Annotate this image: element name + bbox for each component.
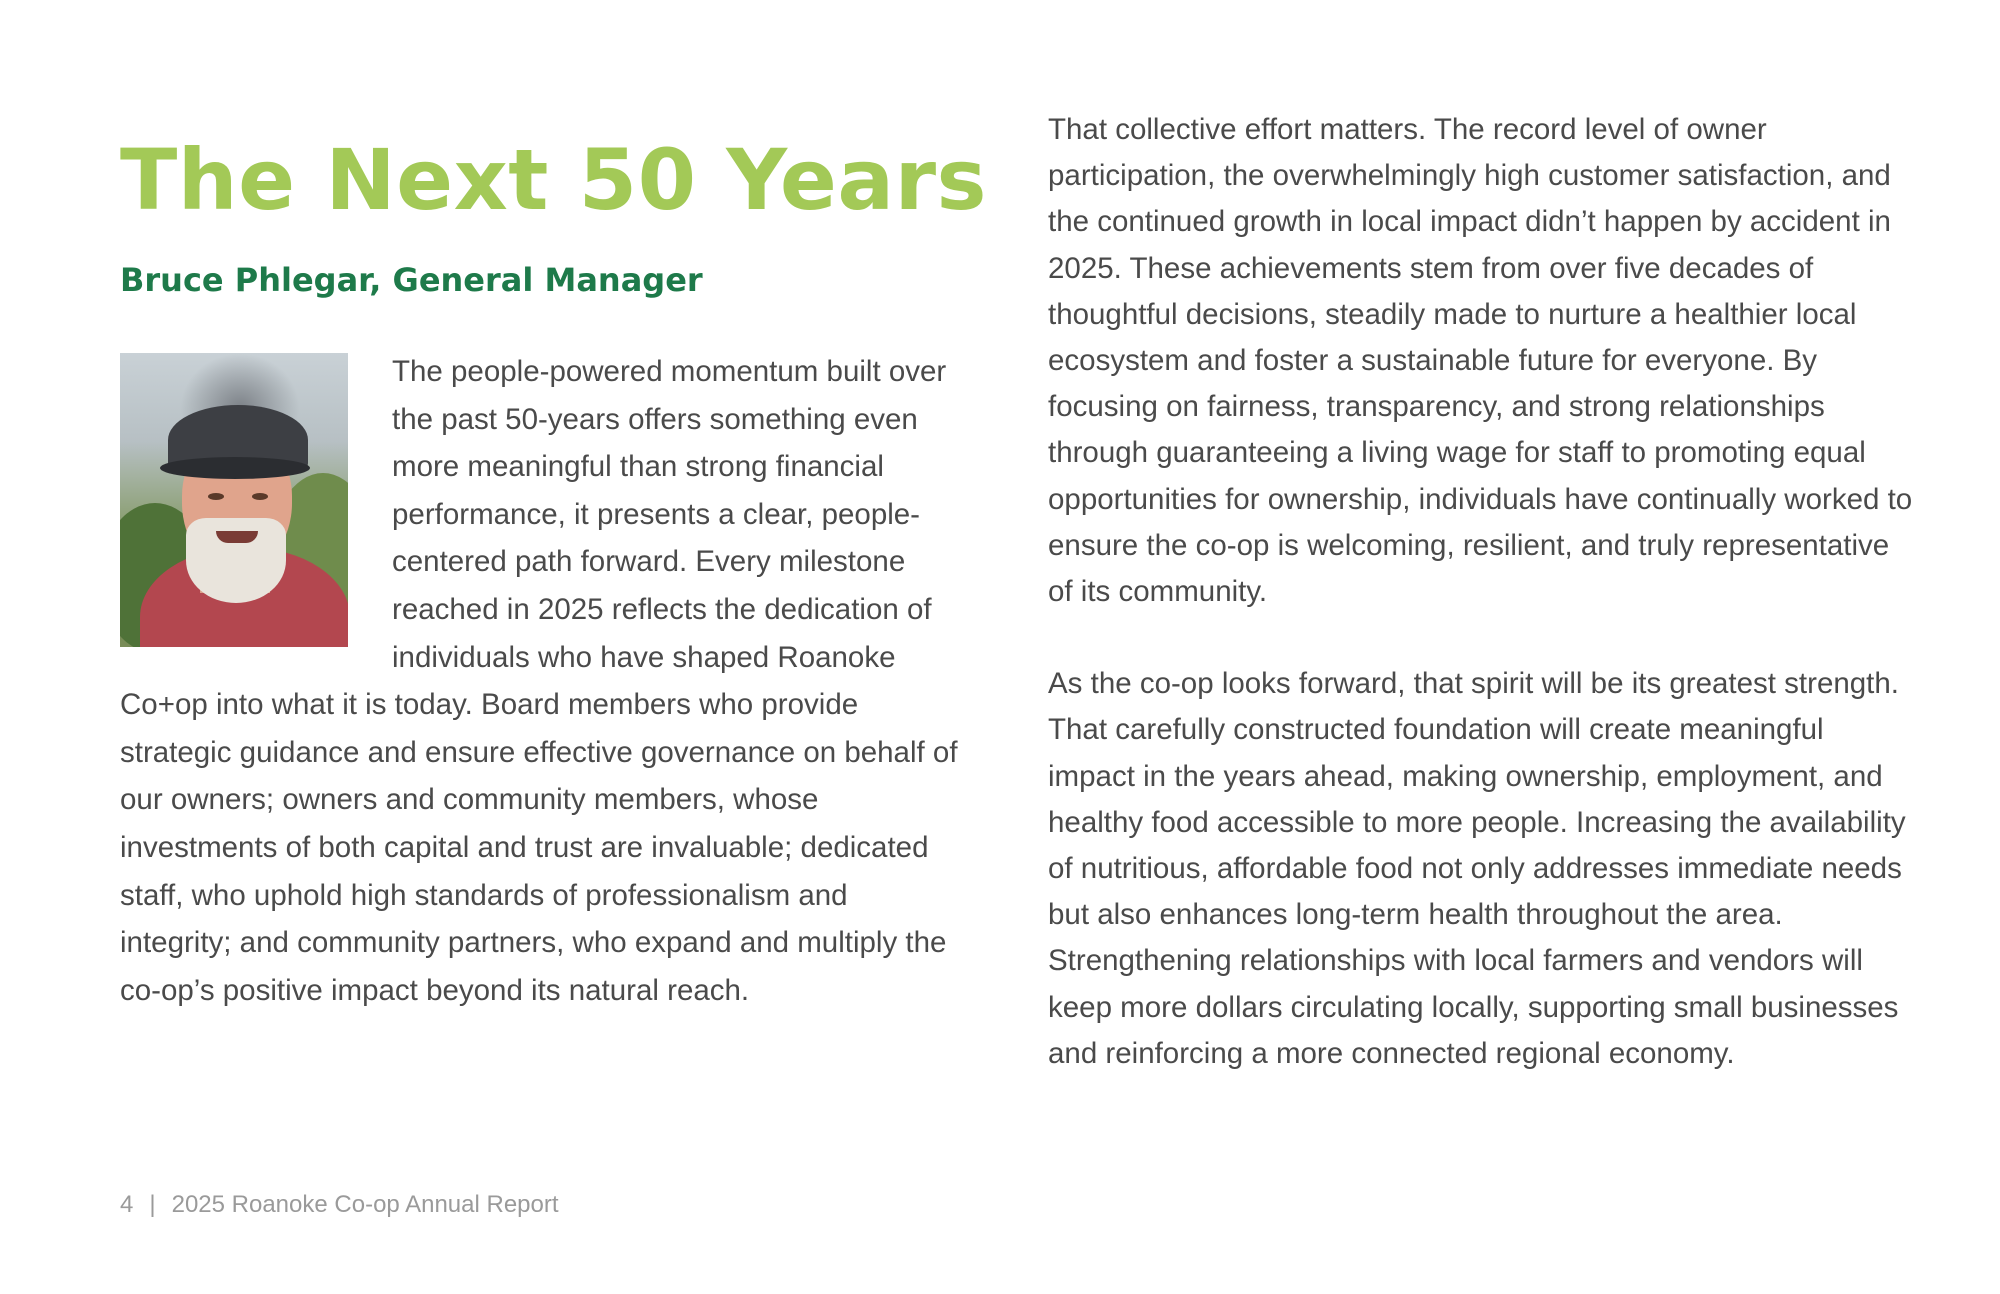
author-portrait [120,353,348,647]
footer-separator: | [149,1191,156,1218]
left-paragraph: The people-powered momentum built over the past 50-years offers something even more meaningful than strong financial performance, it presents a clear, people-centered path forward. Every milestone reached in 2025 reflects the dedication of individuals who have shaped Roanoke Co+op into what it is today. Board members who provide strategic guidance and ensure effective governance on behalf of our owners; owners and community members, whose investments of both capital and trust are invaluable; dedicated staff, who uphold high standards of professionalism and integrity; and community partners, who expand and multiply the co-op’s positive impact beyond its natural reach. [120,355,958,1007]
right-column [1048,107,1918,1077]
left-column [120,130,987,1014]
author-byline: Bruce Phlegar, General Manager [120,261,703,299]
page-title: The Next 50 Years [120,131,987,229]
page-footer [120,1190,559,1220]
page-number: 4 [120,1191,134,1218]
intro-section [120,348,960,1014]
right-paragraph-2: As the co-op looks forward, that spirit will be its greatest strength. That carefully constructed foundation will create meaningful impact in the years ahead, making ownership, employment, and healthy food accessible to more people. Increasing the availability of nutritious, affordable food not only addresses immediate needs but also enhances long-term health throughout the area. Strengthening relationships with local farmers and vendors will keep more dollars circulating locally, supporting small businesses and reinforcing a more connected regional economy. [1048,667,1906,1070]
publication-name: 2025 Roanoke Co-op Annual Report [171,1191,559,1218]
right-paragraph-1: That collective effort matters. The record level of owner participation, the overwhelmingly high customer satisfaction, and the continued growth in local impact didn’t happen by accident in 2025. These achievements stem from over five decades of thoughtful decisions, steadily made to nurture a healthier local ecosystem and foster a sustainable future for everyone. By focusing on fairness, transparency, and strong relationships through guaranteeing a living wage for staff to promoting equal opportunities for ownership, individuals have continually worked to ensure the co-op is welcoming, resilient, and truly representative of its community. [1048,113,1913,609]
